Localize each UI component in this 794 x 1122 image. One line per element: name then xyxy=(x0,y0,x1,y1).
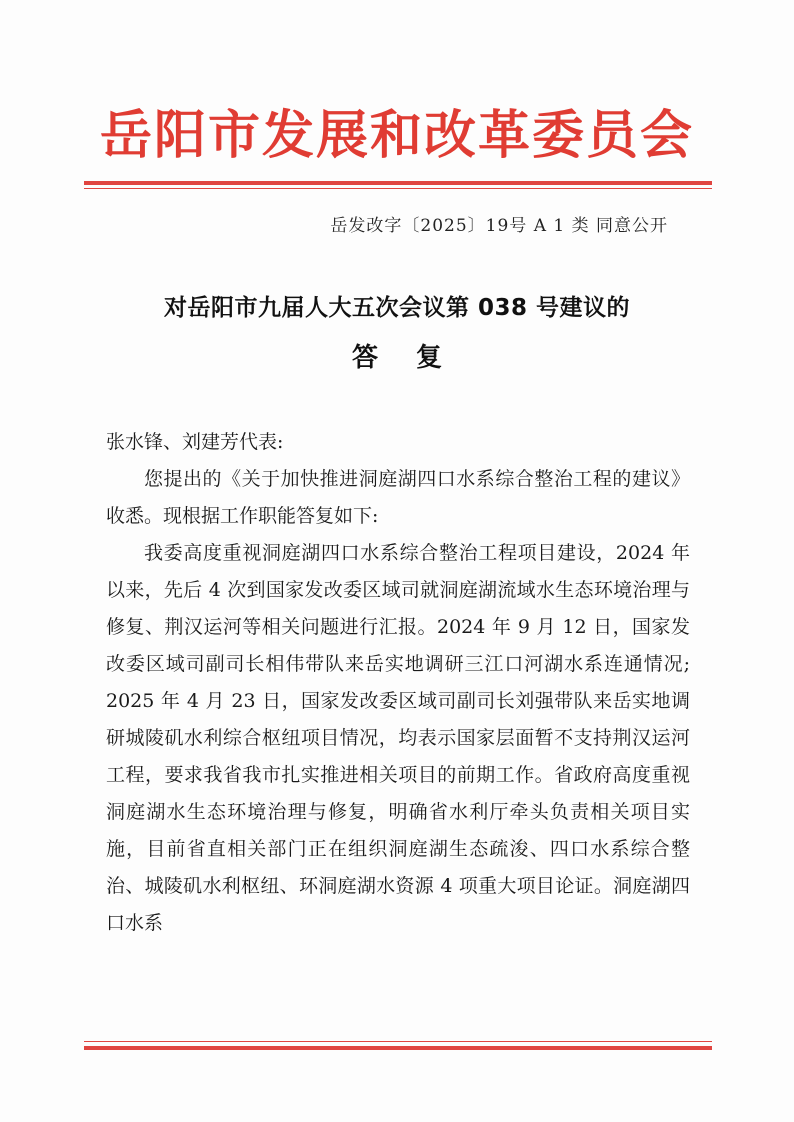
footer-red-rule-thick xyxy=(84,1046,712,1050)
document-number: 岳发改字〔2025〕19号 A 1 类 同意公开 xyxy=(330,216,668,236)
document-title-line2: 答复 xyxy=(351,343,480,373)
organization-letterhead: 岳阳市发展和改革委员会 xyxy=(99,106,694,166)
salutation: 张水锋、刘建芳代表: xyxy=(106,431,284,453)
letterhead-red-rule-thick xyxy=(84,181,712,185)
letterhead-red-rule-thin xyxy=(84,188,712,189)
body-paragraph: 我委高度重视洞庭湖四口水系综合整治工程项目建设，2024 年以来，先后 4 次到国家发改委区域司就洞庭湖流域水生态环境治理与修复、荆汉运河等相关问题进行汇报。2024 年 9 月 12 日，国家发改委区域司副司长相伟带队来岳实地调研三江口河湖水系连通情况; 2025 年 4 月 23 日，国家发改委区域司副司长刘强带队来岳实地调研城陵矶水利综合枢纽项目情况，均表示国家层面暂不支持荆汉运河工程，要求我省我市扎实推进相关项目的前期工作。省政府高度重视洞庭湖水生态环境治理与修复，明确省水利厅牵头负责相关项目实施，目前省直相关部门正在组织洞庭湖生态疏浚、四口水系综合整治、城陵矶水利枢纽、环洞庭湖水资源 4 项重大项目论证。洞庭湖四口水系 xyxy=(106,542,690,934)
document-body xyxy=(106,424,690,942)
document-title-line1: 对岳阳市九届人大五次会议第 038 号建议的 xyxy=(163,295,631,321)
footer-red-rule-thin xyxy=(84,1041,712,1042)
body-paragraph: 您提出的《关于加快推进洞庭湖四口水系综合整治工程的建议》收悉。现根据工作职能答复如下: xyxy=(106,468,690,527)
